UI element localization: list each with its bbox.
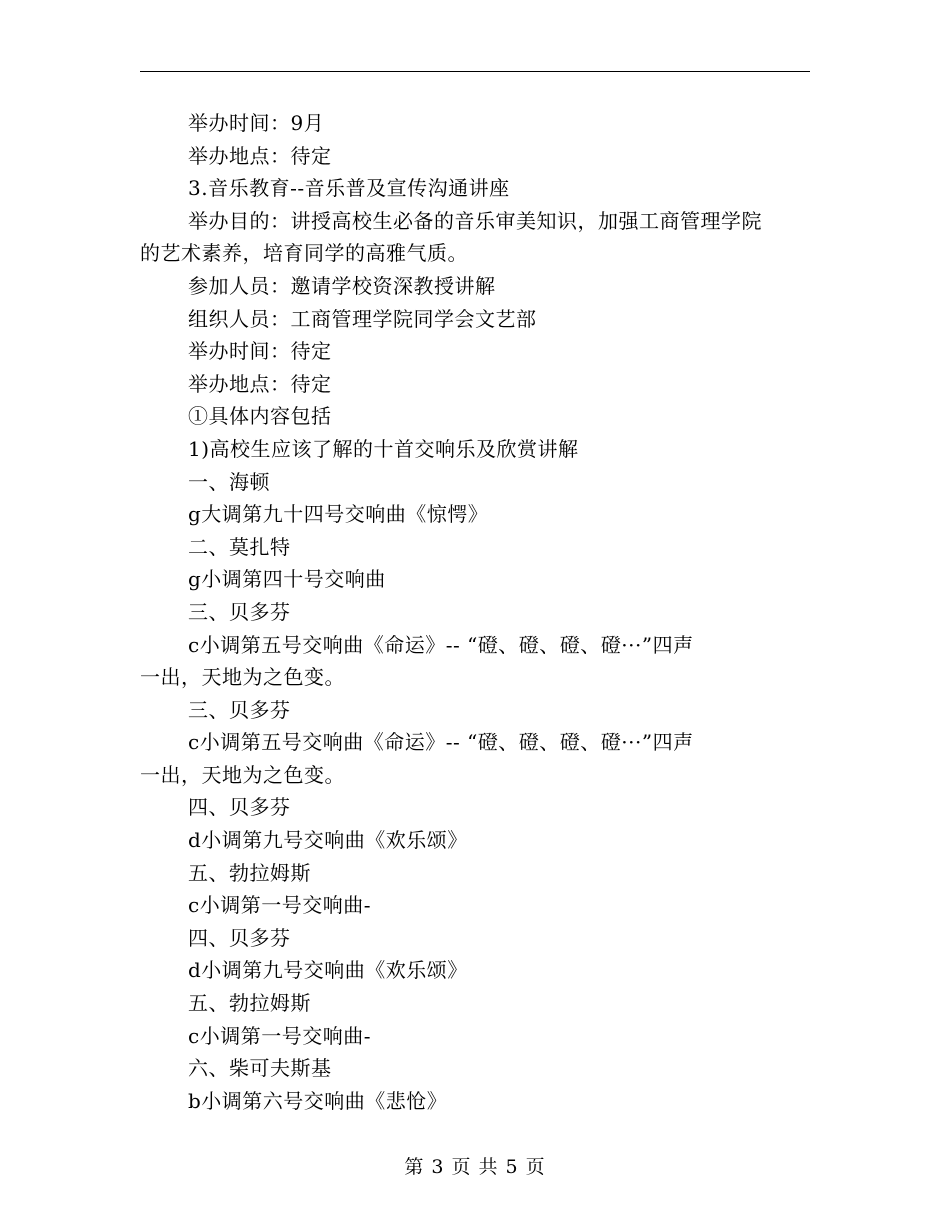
text-line: c小调第五号交响曲《命运》-- “磴、磴、磴、磴···”四声 <box>188 632 694 657</box>
document-body <box>140 107 810 1117</box>
text-line: 五、勃拉姆斯 <box>188 860 311 885</box>
text-line: 举办时间：9月 <box>188 111 325 135</box>
text-line: 3.音乐教育--音乐普及宣传沟通讲座 <box>188 176 510 201</box>
text-line: c小调第五号交响曲《命运》-- “磴、磴、磴、磴···”四声 <box>188 730 694 755</box>
text-line: 举办时间：待定 <box>188 339 332 364</box>
text-line: 三、贝多芬 <box>188 697 291 722</box>
text-line: 参加人员：邀请学校资深教授讲解 <box>188 273 496 298</box>
text-line: 举办地点：待定 <box>188 371 332 396</box>
text-line: c小调第一号交响曲- <box>188 893 371 918</box>
text-line: 一、海顿 <box>188 469 270 494</box>
text-line: 五、勃拉姆斯 <box>188 991 311 1016</box>
text-line: d小调第九号交响曲《欢乐颂》 <box>188 958 468 983</box>
text-line: ①具体内容包括 <box>188 404 332 429</box>
text-line: 1)高校生应该了解的十首交响乐及欣赏讲解 <box>188 436 579 461</box>
text-line: g小调第四十号交响曲 <box>188 567 386 592</box>
text-line: 二、莫扎特 <box>188 534 291 559</box>
text-line: b小调第六号交响曲《悲怆》 <box>188 1088 448 1113</box>
text-line: 组织人员：工商管理学院同学会文艺部 <box>188 306 537 331</box>
text-line: 举办地点：待定 <box>188 143 332 168</box>
page-footer: 第 3 页 共 5 页 <box>404 1156 546 1178</box>
text-line: g大调第九十四号交响曲《惊愕》 <box>188 502 489 527</box>
text-line: 一出，天地为之色变。 <box>140 762 345 787</box>
text-line: d小调第九号交响曲《欢乐颂》 <box>188 828 468 853</box>
text-line: 举办目的：讲授高校生必备的音乐审美知识，加强工商管理学院 <box>188 208 762 233</box>
text-line: c小调第一号交响曲- <box>188 1023 371 1048</box>
text-line: 的艺术素养，培育同学的高雅气质。 <box>140 241 468 266</box>
text-line: 一出，天地为之色变。 <box>140 665 345 690</box>
text-line: 四、贝多芬 <box>188 795 291 820</box>
header-rule <box>140 71 810 72</box>
text-line: 四、贝多芬 <box>188 925 291 950</box>
text-line: 六、柴可夫斯基 <box>188 1056 332 1081</box>
text-line: 三、贝多芬 <box>188 599 291 624</box>
